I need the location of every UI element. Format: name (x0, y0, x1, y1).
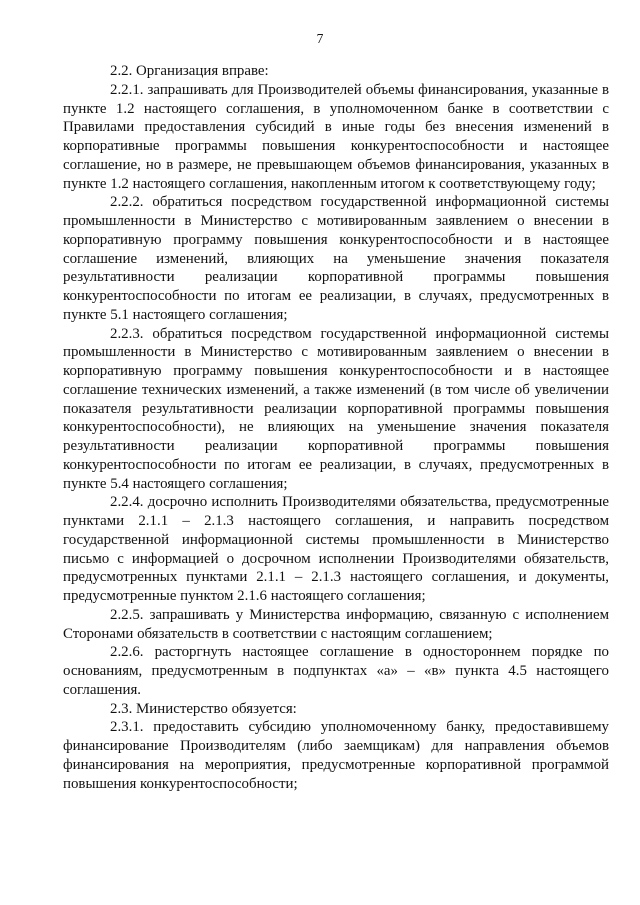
paragraph-2-2-1: 2.2.1. запрашивать для Производителей объемы финансирования, указанные в пункте 1.2 настоящего соглашения, в уполномоченном банке в соответствии с Правилами предоставления субсидий в иные годы без внесения изменений в корпоративные программы повышения конкурентоспособности и настоящее соглашение, но в размере, не превышающем объемов финансирования, указанных в пункте 1.2 настоящего соглашения, накопленным итогом к соответствующему году; (63, 81, 609, 192)
paragraph-2-2: 2.2. Организация вправе: (110, 63, 269, 79)
paragraph-2-3: 2.3. Министерство обязуется: (110, 700, 297, 717)
paragraph-2-2-3: 2.2.3. обратиться посредством государственной информационной системы промышленности в Министерство с мотивированным заявлением о внесении в корпоративную программу повышения конкурентоспособности и в настоящее соглашение технических изменений, а также изменений (в том числе об увеличении показателя результативности реализации корпоративной программы повышения конкурентоспособности), не влияющих на уменьшение значения показателя результативности реализации корпоративной программы повышения конкурентоспособности по итогам ее реализации, в случаях, предусмотренных в пункте 5.4 настоящего соглашения; (63, 325, 609, 492)
paragraph-2-3-1: 2.3.1. предоставить субсидию уполномоченному банку, предоставившему финансирование Производителям (либо заемщикам) для направления объемов финансирования на мероприятия, предусмотренные корпоративной программой повышения конкурентоспособности; (63, 719, 609, 792)
document-body (63, 62, 609, 793)
paragraph-2-2-5: 2.2.5. запрашивать у Министерства информацию, связанную с исполнением Сторонами обязательств в соответствии с настоящим соглашением; (63, 606, 609, 642)
paragraph-2-2-4: 2.2.4. досрочно исполнить Производителями обязательства, предусмотренные пунктами 2.1.1 – 2.1.3 настоящего соглашения, и направить посредством государственной информационной системы промышленности в Министерство письмо с информацией о досрочном исполнении Производителями обязательств, предусмотренных пунктами 2.1.1 – 2.1.3 настоящего соглашения, и документы, предусмотренные пунктом 2.1.6 настоящего соглашения; (63, 494, 609, 604)
paragraph-2-2-2: 2.2.2. обратиться посредством государственной информационной системы промышленности в Министерство с мотивированным заявлением о внесении в корпоративную программу повышения конкурентоспособности и в настоящее соглашение изменений, влияющих на уменьшение значения показателя результативности реализации корпоративной программы повышения конкурентоспособности по итогам ее реализации, в случаях, предусмотренных в пункте 5.1 настоящего соглашения; (63, 194, 609, 323)
paragraph-2-2-6: 2.2.6. расторгнуть настоящее соглашение в одностороннем порядке по основаниям, предусмотренным в подпунктах «а» – «в» пункта 4.5 настоящего соглашения. (63, 644, 609, 698)
page-number: 7 (316, 31, 324, 46)
